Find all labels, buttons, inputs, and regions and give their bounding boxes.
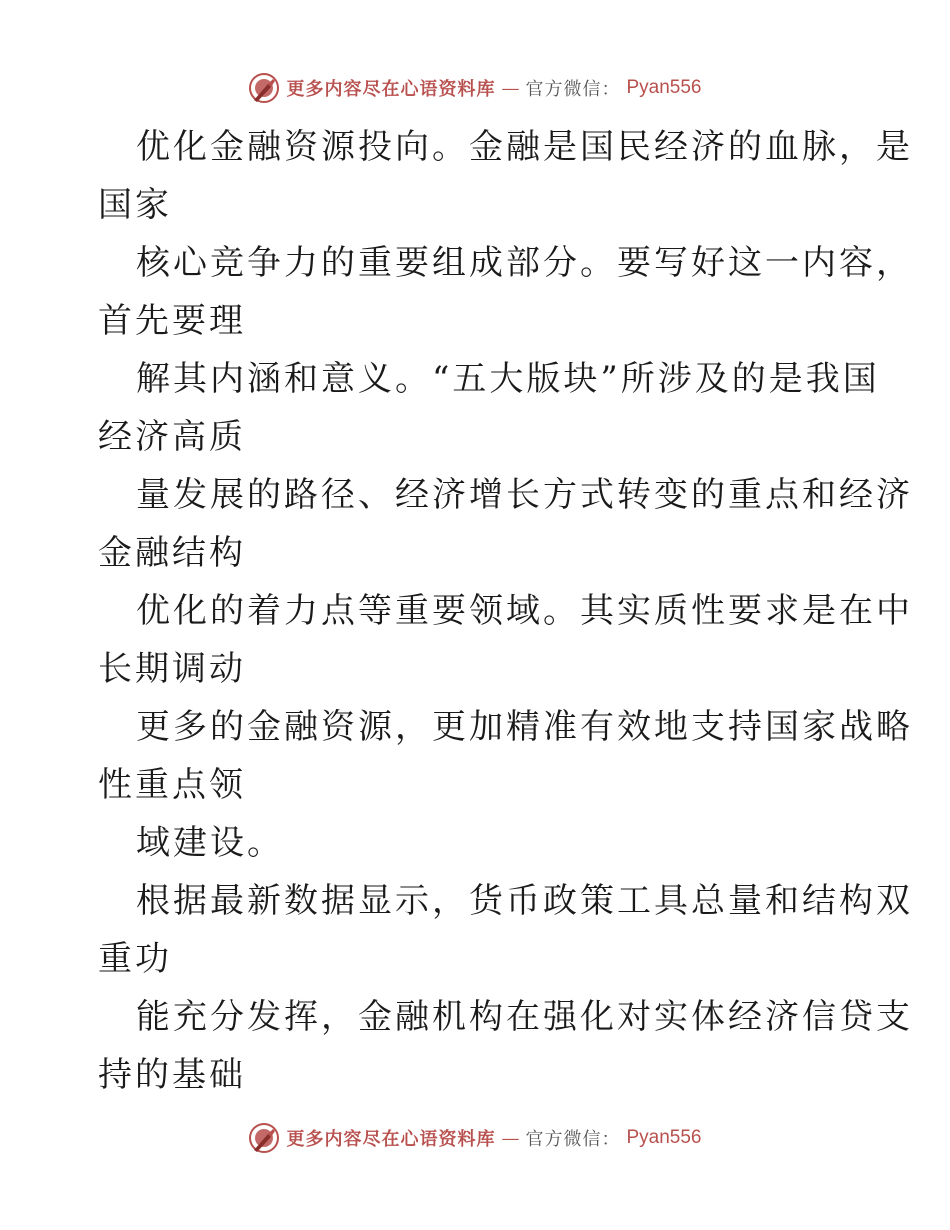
footer-brand-text: 更多内容尽在心语资料库 [286,1129,496,1150]
text-line: 解其内涵和意义。“五大版块”所涉及的是我国 [136,359,880,399]
text-line: 优化的着力点等重要领域。其实质性要求是在中 [136,591,913,631]
footer-dash: — [501,1127,520,1149]
text-line: 首先要理 [98,301,246,341]
text-line: 优化金融资源投向。金融是国民经济的血脉，是 [136,127,913,167]
footer-wechat-label: 官方微信： [525,1129,621,1150]
footer-wechat-handle: Pyan556 [626,1127,702,1148]
document-body [98,118,913,1104]
header-wechat-label: 官方微信： [525,79,621,100]
page-header-banner [0,72,950,104]
text-line: 持的基础 [98,1055,246,1095]
page-footer-banner [0,1122,950,1154]
pen-logo-icon [248,72,280,104]
text-line: 能充分发挥，金融机构在强化对实体经济信贷支 [136,997,913,1037]
text-line: 域建设。 [136,823,284,863]
text-line: 经济高质 [98,417,246,457]
text-line: 重功 [98,939,172,979]
header-wechat-handle: Pyan556 [626,77,702,98]
text-line: 性重点领 [98,765,246,805]
text-line: 根据最新数据显示，货币政策工具总量和结构双 [136,881,913,921]
header-brand-text: 更多内容尽在心语资料库 [286,79,496,100]
text-line: 国家 [98,185,172,225]
text-line: 更多的金融资源，更加精准有效地支持国家战略 [136,707,913,747]
pen-logo-icon [248,1122,280,1154]
text-line: 核心竞争力的重要组成部分。要写好这一内容， [136,243,913,283]
text-line: 金融结构 [98,533,246,573]
text-line: 量发展的路径、经济增长方式转变的重点和经济 [136,475,913,515]
header-dash: — [501,77,520,99]
text-line: 长期调动 [98,649,246,689]
